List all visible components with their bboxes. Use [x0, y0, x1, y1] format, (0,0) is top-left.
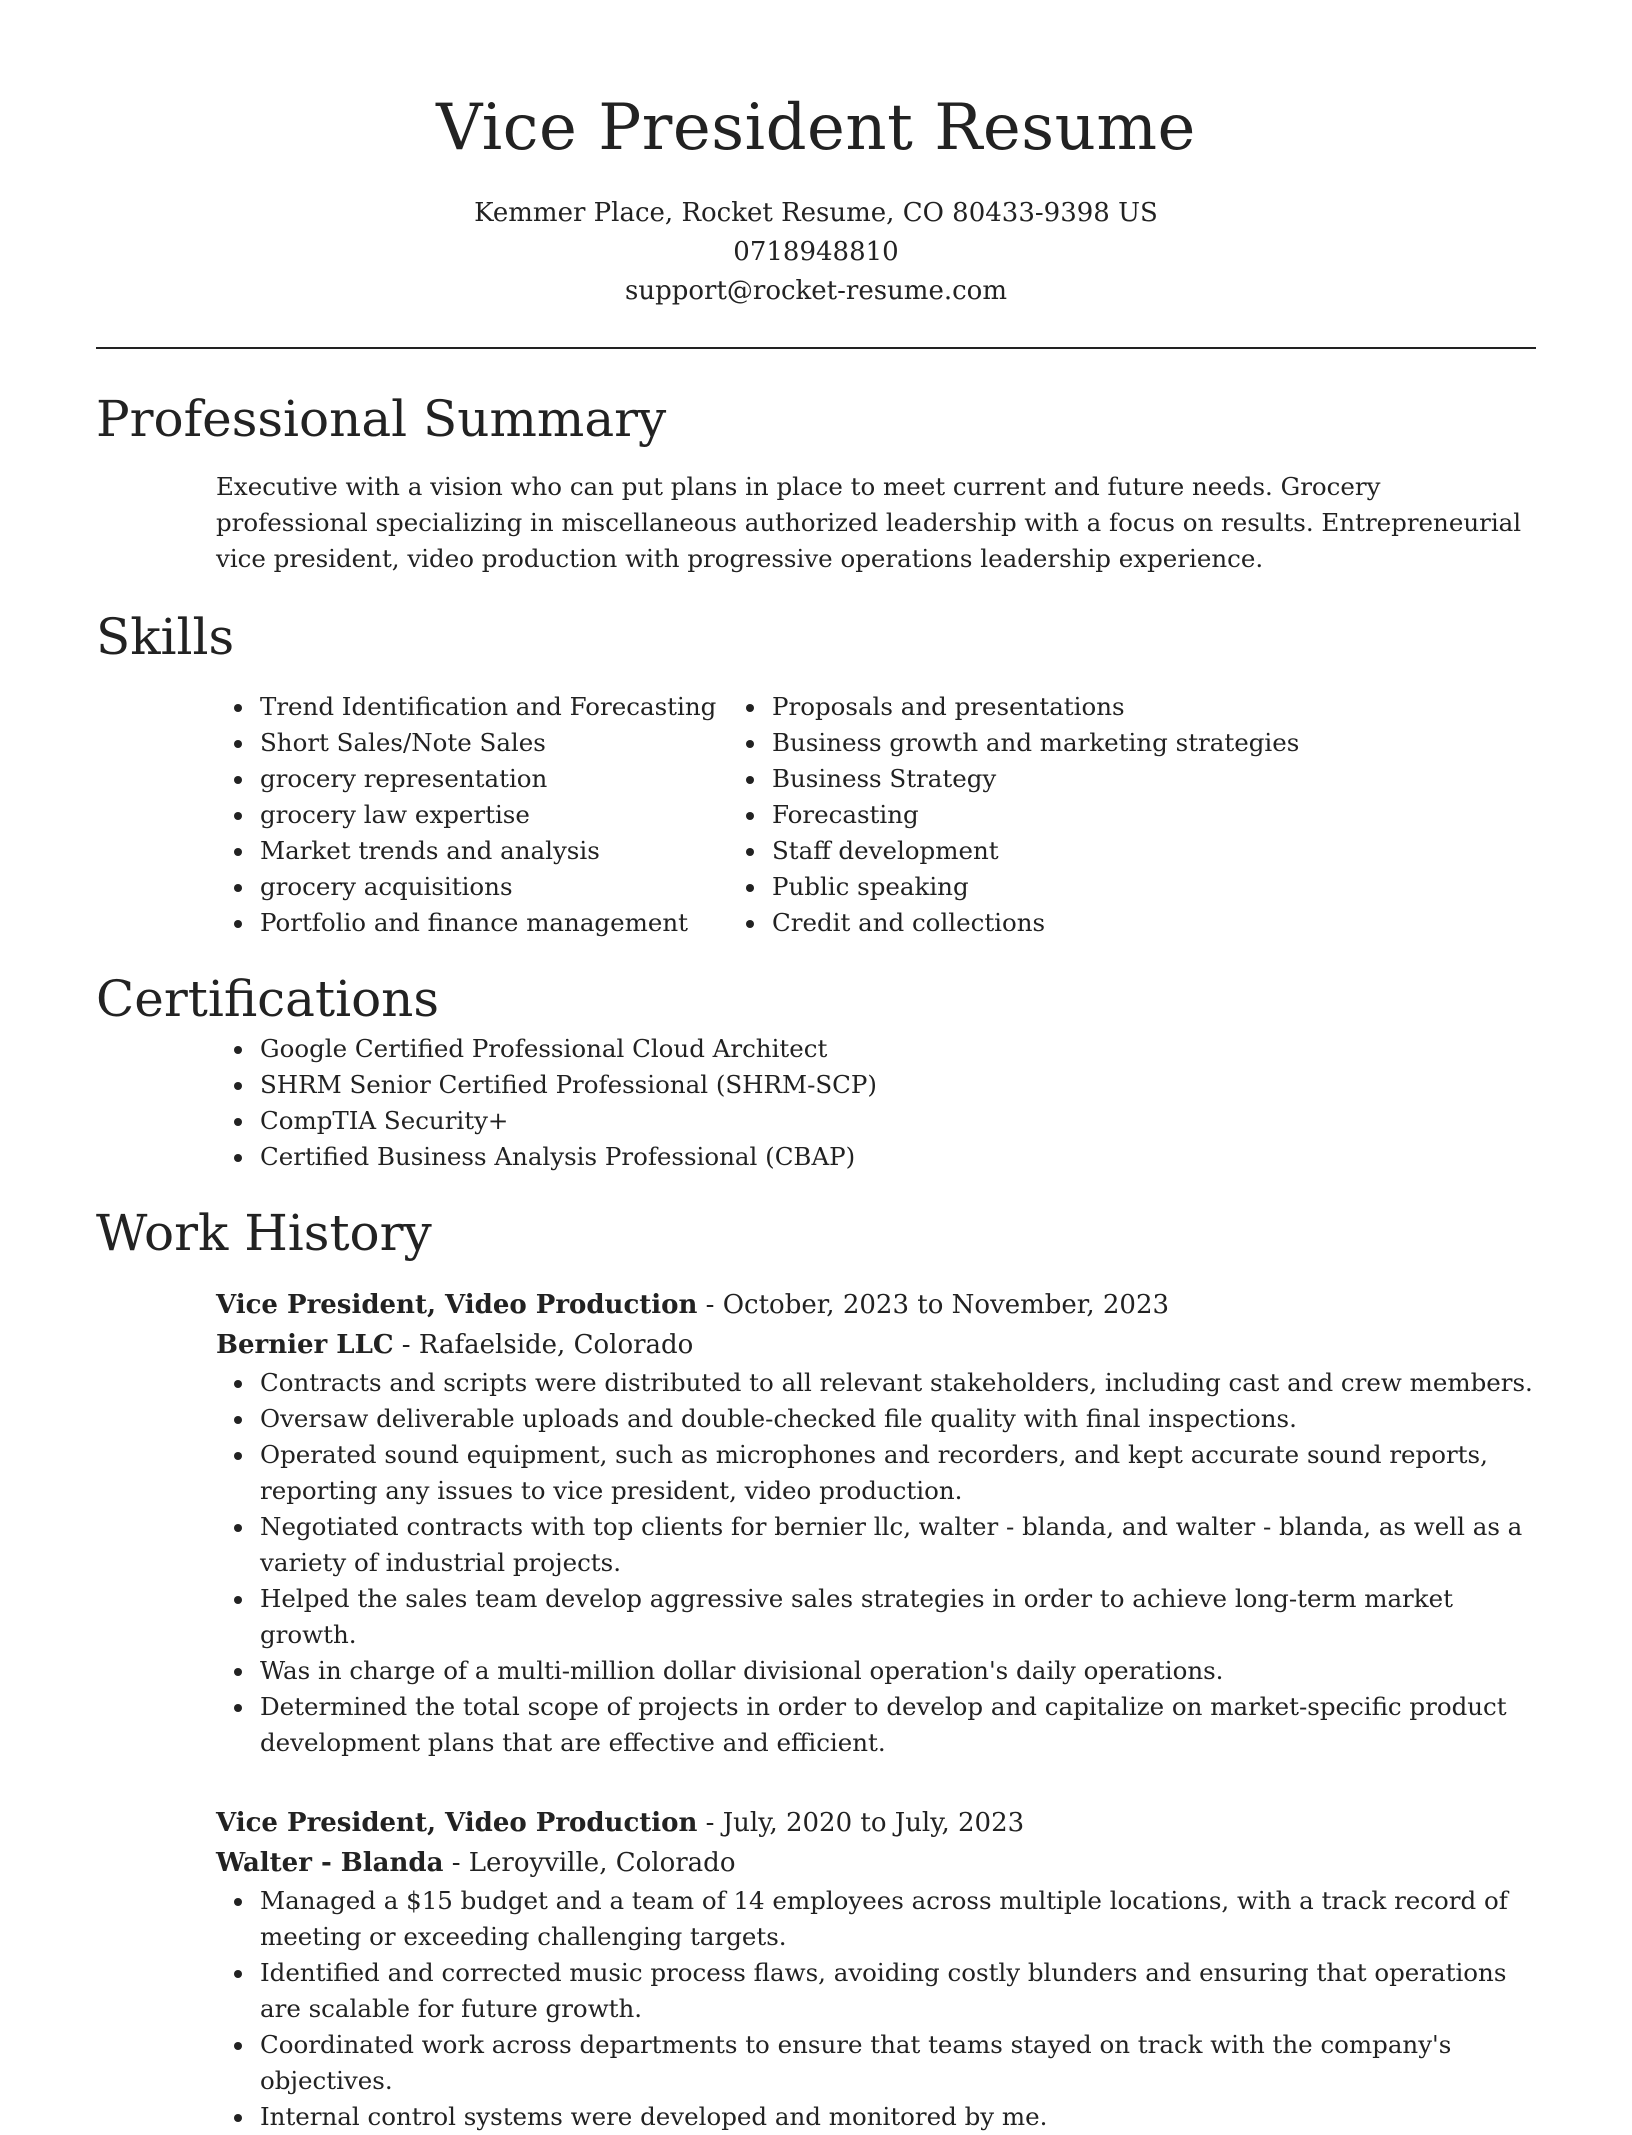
- job-company: Walter - Blanda: [216, 1848, 444, 1878]
- job-bullet: Operated sound equipment, such as microphones and recorders, and kept accurate sound reports, reporting any issues to vice president, video production.: [96, 1437, 1536, 1509]
- skills-column-right: [746, 689, 1386, 941]
- skills-section: [96, 605, 1536, 941]
- job-bullets: [96, 1365, 1536, 1761]
- job-location: - Leroyville, Colorado: [443, 1848, 736, 1878]
- skill-item: grocery representation: [96, 761, 746, 797]
- work-history-section: [96, 1201, 1536, 2135]
- skill-item: Market trends and analysis: [96, 833, 746, 869]
- skills-list-right: [746, 689, 1386, 941]
- skills-column-left: [96, 689, 746, 941]
- contact-phone: 0718948810: [733, 237, 899, 267]
- summary-section: [96, 387, 1536, 577]
- job-bullet: Internal control systems were developed and monitored by me.: [96, 2099, 1536, 2135]
- job-dates: - October, 2023 to November, 2023: [697, 1290, 1170, 1320]
- resume-title: Vice President Resume: [436, 91, 1196, 165]
- job-company-line: [216, 1325, 1536, 1365]
- certification-item: CompTIA Security+: [96, 1103, 1536, 1139]
- skill-item: Public speaking: [746, 869, 1386, 905]
- job-entry: [96, 1285, 1536, 1761]
- job-location: - Rafaelside, Colorado: [393, 1330, 694, 1360]
- skill-item: Business growth and marketing strategies: [746, 725, 1386, 761]
- skill-item: Credit and collections: [746, 905, 1386, 941]
- certifications-list: [96, 1031, 1536, 1175]
- job-title-line: [216, 1803, 1536, 1843]
- certifications-section: [96, 967, 1536, 1175]
- contact-info: [96, 194, 1536, 311]
- skill-item: Staff development: [746, 833, 1386, 869]
- job-bullet: Managed a $15 budget and a team of 14 employees across multiple locations, with a track record of meeting or exceeding challenging targets.: [96, 1883, 1536, 1955]
- job-dates: - July, 2020 to July, 2023: [697, 1808, 1025, 1838]
- skill-item: Short Sales/Note Sales: [96, 725, 746, 761]
- job-bullets: [96, 1883, 1536, 2135]
- job-bullet: Coordinated work across departments to ensure that teams stayed on track with the company's objectives.: [96, 2027, 1536, 2099]
- job-title-line: [216, 1285, 1536, 1325]
- skill-item: grocery law expertise: [96, 797, 746, 833]
- job-bullet: Oversaw deliverable uploads and double-checked file quality with final inspections.: [96, 1401, 1536, 1437]
- skill-item: Business Strategy: [746, 761, 1386, 797]
- certifications-heading: Certifications: [96, 970, 440, 1028]
- job-title: Vice President, Video Production: [216, 1808, 698, 1838]
- work-history-heading: Work History: [96, 1204, 432, 1262]
- skills-heading: Skills: [96, 608, 235, 666]
- certification-item: SHRM Senior Certified Professional (SHRM-SCP): [96, 1067, 1536, 1103]
- skill-item: Forecasting: [746, 797, 1386, 833]
- header-divider: [96, 347, 1536, 349]
- skills-list-left: [96, 689, 746, 941]
- skills-columns: [96, 689, 1536, 941]
- skill-item: Portfolio and finance management: [96, 905, 746, 941]
- job-company: Bernier LLC: [216, 1330, 394, 1360]
- contact-address: Kemmer Place, Rocket Resume, CO 80433-9398 US: [474, 198, 1158, 228]
- job-company-line: [216, 1843, 1536, 1883]
- job-bullet: Determined the total scope of projects in order to develop and capitalize on market-specific product development plans that are effective and efficient.: [96, 1689, 1536, 1761]
- job-bullet: Contracts and scripts were distributed to all relevant stakeholders, including cast and crew members.: [96, 1365, 1536, 1401]
- job-bullet: Identified and corrected music process flaws, avoiding costly blunders and ensuring that operations are scalable for future growth.: [96, 1955, 1536, 2027]
- job-entry: [96, 1803, 1536, 2135]
- job-title: Vice President, Video Production: [216, 1290, 698, 1320]
- job-bullet: Negotiated contracts with top clients for bernier llc, walter - blanda, and walter - blanda, as well as a variety of industrial projects.: [96, 1509, 1536, 1581]
- certification-item: Certified Business Analysis Professional (CBAP): [96, 1139, 1536, 1175]
- skill-item: grocery acquisitions: [96, 869, 746, 905]
- skill-item: Proposals and presentations: [746, 689, 1386, 725]
- resume-header: [96, 0, 1536, 311]
- summary-heading: Professional Summary: [96, 390, 667, 448]
- skill-item: Trend Identification and Forecasting: [96, 689, 746, 725]
- certification-item: Google Certified Professional Cloud Architect: [96, 1031, 1536, 1067]
- job-bullet: Helped the sales team develop aggressive sales strategies in order to achieve long-term market growth.: [96, 1581, 1536, 1653]
- contact-email: support@rocket-resume.com: [624, 276, 1007, 306]
- summary-text: Executive with a vision who can put plans in place to meet current and future needs. Grocery professional specializing in miscellaneous authorized leadership with a focus on results. Entrepreneurial vice president, video production with progressive operations leadership experience.: [216, 472, 1522, 573]
- job-bullet: Was in charge of a multi-million dollar divisional operation's daily operations.: [96, 1653, 1536, 1689]
